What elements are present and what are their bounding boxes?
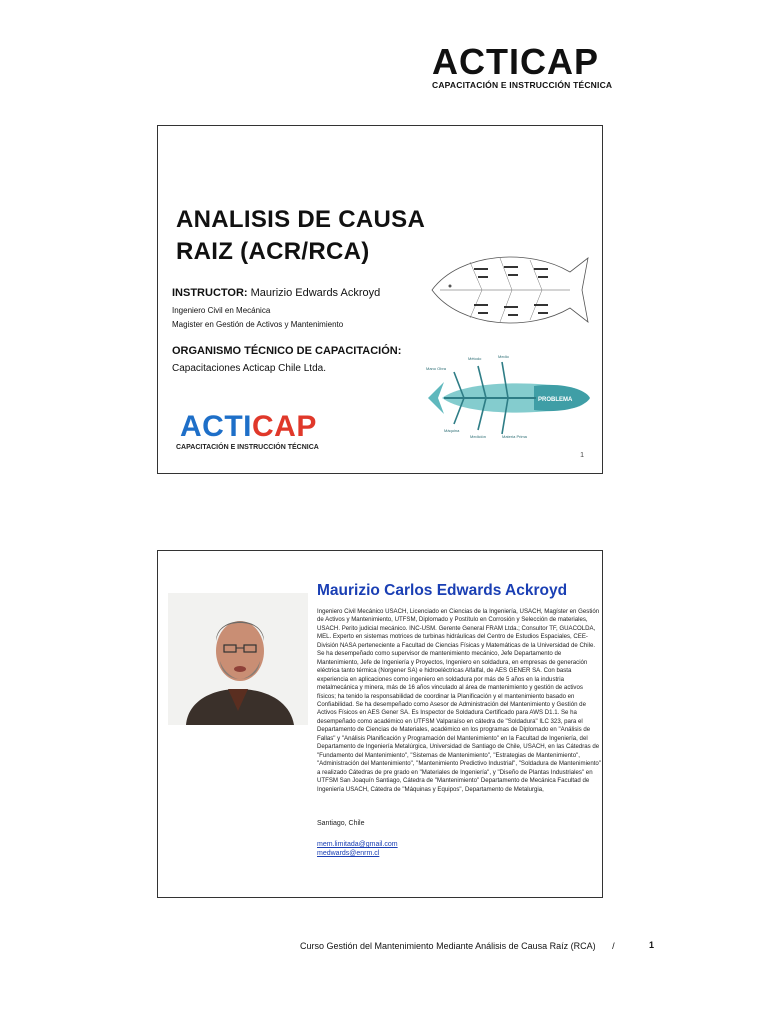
instructor-bio: Ingeniero Civil Mecánico USACH, Licenciado en Ciencias de la Ingeniería, USACH, Magíster en Gestión de Activos y Mantenimiento, UTFSM, Diplomado y Postítulo en Corrosión y Selección de materiales, USACH. Perito judicial mecánico. INC-USM. Gerente General FRAM Ltda.; Consultor TF, GUACOLDA, MEL. Experto en sistemas motrices de turbinas hidráulicas del Centro de Estudios Espaciales, CEE- División NASA perteneciente a Facultad de Ciencias Físicas y Matemáticas de la Universidad de Chile. Se ha desempeñado como supervisor de mantenimiento mecánico, Jefe Departamento de Mantenimiento, Jefe de Ingeniería y Proyectos, Ingeniero en soldadura, en empresas de generación eléctrica tanto térmica (Norgener SA) e hidroeléctricas Alfalfal, de AES GENER SA. Con basta experiencia en aplicaciones como ingeniero en soldadura por más de 5 años en la industria metalmecánica y minera, más de 16 años vinculado al área de mantenimiento y gestión de activos físicos; ha tenido la responsabilidad de coordinar la Planificación y el mantenimiento basado en Confiabilidad. Se ha desempeñado como Asesor de Administración del Mantenimiento y Gestión de Activos Físicos en AES Gener SA. Es Inspector de Soldadura Certificado para AWS D1.1. Se ha desempeñado como académico en UTFSM Valparaíso en cátedra de "Soldadura" ILC 323, para el Departamento de Ciencias de Materiales, académico en los programas de Diplomado en "Análisis de Fallas" y "Análisis Planificación y Programación del Mantenimiento" en la Facultad de Ingeniería, del Departamento de Ingeniería Metalúrgica, Universidad de Santiago de Chile, USACH, en las Cátedras de "Fundamento del Mantenimiento", "Sistemas de Mantenimiento", "Estrategias de Mantenimiento", "Administración del Mantenimiento", "Mantenimiento Predictivo Industrial", "Soldadura de Mantenimiento" a realizado Cátedras de pre grado en "Materiales de Ingeniería", y "Diseño de Plantas Industriales" en UTFSM San Joaquín Santiago, Cátedra de "Mantenimiento" Departamento de Mecánica Facultad de Ingeniería USACH, Cátedra de "Máquinas y Equipos", Departamento de Metalurgia, [317, 608, 601, 793]
slide-2 [157, 550, 603, 898]
fishbone-outline-diagram [420, 244, 590, 336]
email-link-2[interactable]: medwards@enrm.cl [317, 850, 380, 857]
instructor-name: Maurizio Edwards Ackroyd [250, 287, 381, 299]
slide-1 [157, 125, 603, 474]
email-link-1[interactable]: mem.limitada@gmail.com [317, 841, 398, 848]
header-logo-word: ACTICAP [432, 41, 599, 82]
fish-label-2: Medio [498, 354, 509, 359]
footer-separator: / [612, 941, 615, 951]
instructor-location: Santiago, Chile [317, 820, 365, 827]
logo-part-2: CAP [252, 410, 317, 443]
fish-label-5: Materia Prima [502, 434, 527, 439]
slide-1-logo [176, 410, 319, 451]
fish-label-1: Método [468, 356, 482, 361]
instructor-full-name: Maurizio Carlos Edwards Ackroyd [317, 582, 568, 599]
header-logo [432, 42, 614, 90]
header-logo-tagline: CAPACITACIÓN E INSTRUCCIÓN TÉCNICA [432, 80, 613, 90]
degree-1: Ingeniero Civil en Mecánica [172, 306, 271, 315]
instructor-label: INSTRUCTOR: [172, 287, 248, 299]
instructor-photo [168, 593, 308, 725]
org-label: ORGANISMO TÉCNICO DE CAPACITACIÓN: [172, 345, 402, 357]
fish-label-4: Medición [470, 434, 487, 439]
footer-course-title: Curso Gestión del Mantenimiento Mediante Análisis de Causa Raíz (RCA) [300, 941, 596, 951]
slide-1-title [176, 204, 425, 268]
degree-2: Magister en Gestión de Activos y Mantenimiento [172, 320, 344, 329]
org-value: Capacitaciones Acticap Chile Ltda. [172, 363, 326, 374]
slide-1-logo-tagline: CAPACITACIÓN E INSTRUCCIÓN TÉCNICA [176, 444, 319, 451]
fish-problem-label: PROBLEMA [538, 397, 573, 403]
logo-part-1: ACTI [180, 410, 252, 443]
slide-number: 1 [580, 452, 584, 459]
fish-label-0: Mano Obra [426, 366, 447, 371]
title-line-1: ANALISIS DE CAUSA [176, 206, 426, 233]
footer [300, 941, 615, 951]
instructor-line [172, 287, 380, 299]
title-line-2: RAIZ (ACR/RCA) [176, 238, 370, 265]
page-number: 1 [649, 940, 655, 950]
fish-label-3: Máquina [444, 428, 460, 433]
fishbone-teal-diagram [424, 352, 594, 440]
